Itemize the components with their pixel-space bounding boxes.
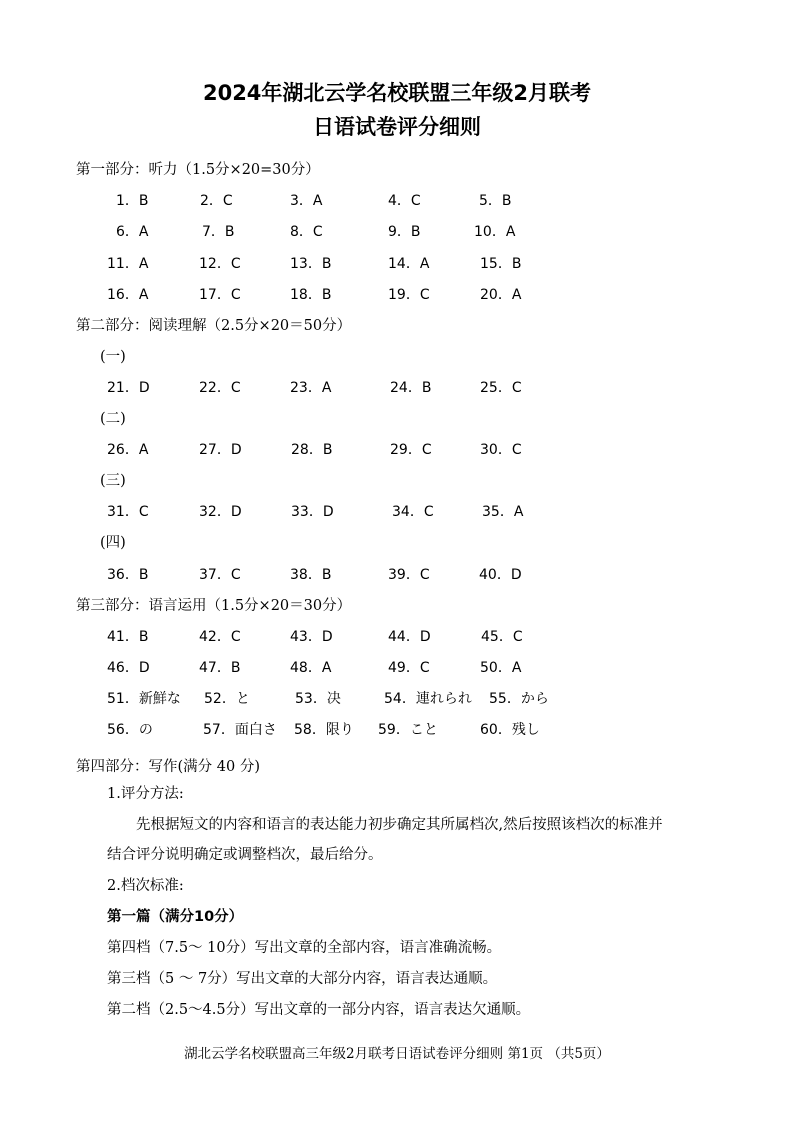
answer-item: 55．から bbox=[489, 691, 549, 707]
answer-item: 28．B bbox=[291, 442, 333, 458]
answer-item: 4．C bbox=[388, 193, 421, 209]
page-footer: 湖北云学名校联盟高三年级2月联考日语试卷评分细则 第1页 （共5页） bbox=[184, 1046, 610, 1062]
answer-item: 53．决 bbox=[295, 691, 341, 707]
part1-row-1 bbox=[0, 191, 794, 211]
answer-item: 3．A bbox=[290, 193, 323, 209]
section-label: (一) bbox=[100, 349, 126, 365]
part3-heading: 第三部分：语言运用（1.5分×20＝30分） bbox=[76, 598, 352, 614]
answer-item: 15．B bbox=[480, 256, 522, 272]
answer-item: 37．C bbox=[199, 567, 241, 583]
part1-row-4 bbox=[0, 285, 794, 305]
answer-item: 41．B bbox=[107, 629, 149, 645]
answer-item: 49．C bbox=[388, 660, 430, 676]
method-text-line1: 先根据短文的内容和语言的表达能力初步确定其所属档次,然后按照该档次的标准并 bbox=[136, 817, 663, 833]
answer-item: 11．A bbox=[107, 256, 149, 272]
answer-item: 5．B bbox=[479, 193, 512, 209]
answer-item: 43．D bbox=[290, 629, 333, 645]
answer-item: 1．B bbox=[116, 193, 149, 209]
answer-item: 18．B bbox=[290, 287, 332, 303]
answer-item: 56．の bbox=[107, 722, 153, 738]
answer-item: 33．D bbox=[291, 504, 334, 520]
answer-item: 10．A bbox=[474, 224, 516, 240]
answer-item: 44．D bbox=[388, 629, 431, 645]
document-subtitle: 日语试卷评分细则 bbox=[313, 115, 481, 139]
answer-item: 26．A bbox=[107, 442, 149, 458]
standard-title: 2.档次标准: bbox=[107, 878, 184, 894]
part1-row-3 bbox=[0, 254, 794, 274]
answer-item: 34．C bbox=[392, 504, 434, 520]
answer-item: 20．A bbox=[480, 287, 522, 303]
answer-item: 7．B bbox=[202, 224, 235, 240]
part2-heading: 第二部分：阅读理解（2.5分×20＝50分） bbox=[76, 318, 352, 334]
answer-item: 38．B bbox=[290, 567, 332, 583]
answer-item: 17．C bbox=[199, 287, 241, 303]
answer-item: 21．D bbox=[107, 380, 150, 396]
answer-item: 51．新鮮な bbox=[107, 691, 181, 707]
answer-item: 58．限り bbox=[294, 722, 354, 738]
answer-item: 29．C bbox=[390, 442, 432, 458]
first-essay-title: 第一篇（满分10分） bbox=[107, 909, 244, 925]
answer-item: 16．A bbox=[107, 287, 149, 303]
answer-item: 30．C bbox=[480, 442, 522, 458]
part2-row-1 bbox=[0, 378, 794, 398]
answer-item: 6．A bbox=[116, 224, 149, 240]
part2-row-3 bbox=[0, 502, 794, 522]
answer-item: 60．残し bbox=[480, 722, 540, 738]
answer-item: 12．C bbox=[199, 256, 241, 272]
answer-item: 45．C bbox=[481, 629, 523, 645]
part1-heading: 第一部分：听力（1.5分×20=30分） bbox=[76, 162, 320, 178]
answer-item: 59．こと bbox=[378, 722, 438, 738]
answer-item: 8．C bbox=[290, 224, 323, 240]
answer-item: 46．D bbox=[107, 660, 150, 676]
part3-row-1 bbox=[0, 627, 794, 647]
answer-item: 25．C bbox=[480, 380, 522, 396]
answer-item: 52．と bbox=[204, 691, 250, 707]
section-label: (三) bbox=[100, 473, 126, 489]
answer-item: 57．面白さ bbox=[203, 722, 277, 738]
document-title: 2024年湖北云学名校联盟三年级2月联考 bbox=[202, 81, 592, 105]
level-4: 第四档（7.5～ 10分）写出文章的全部内容，语言准确流畅。 bbox=[107, 940, 502, 956]
part3-row-4 bbox=[0, 720, 794, 740]
part3-row-3 bbox=[0, 689, 794, 709]
answer-item: 35．A bbox=[482, 504, 524, 520]
level-2: 第二档（2.5～4.5分）写出文章的一部分内容，语言表达欠通顺。 bbox=[107, 1002, 531, 1018]
part2-row-4 bbox=[0, 565, 794, 585]
method-text-line2: 结合评分说明确定或调整档次，最后给分。 bbox=[107, 847, 383, 863]
answer-item: 50．A bbox=[480, 660, 522, 676]
answer-item: 48．A bbox=[290, 660, 332, 676]
section-label: (四) bbox=[100, 535, 126, 551]
answer-item: 39．C bbox=[388, 567, 430, 583]
method-title: 1.评分方法: bbox=[107, 786, 184, 802]
part1-row-2 bbox=[0, 222, 794, 242]
answer-item: 19．C bbox=[388, 287, 430, 303]
part3-row-2 bbox=[0, 658, 794, 678]
answer-item: 47．B bbox=[199, 660, 241, 676]
answer-item: 23．A bbox=[290, 380, 332, 396]
answer-item: 27．D bbox=[199, 442, 242, 458]
answer-item: 9．B bbox=[388, 224, 421, 240]
part4-heading: 第四部分：写作(满分 40 分) bbox=[76, 759, 260, 775]
level-3: 第三档（5 ～ 7分）写出文章的大部分内容，语言表达通顺。 bbox=[107, 971, 498, 987]
answer-item: 24．B bbox=[390, 380, 432, 396]
answer-item: 36．B bbox=[107, 567, 149, 583]
answer-item: 42．C bbox=[199, 629, 241, 645]
answer-item: 54．連れられ bbox=[384, 691, 472, 707]
answer-item: 2．C bbox=[200, 193, 233, 209]
answer-item: 40．D bbox=[479, 567, 522, 583]
answer-item: 31．C bbox=[107, 504, 149, 520]
section-label: (二) bbox=[100, 411, 126, 427]
part2-row-2 bbox=[0, 440, 794, 460]
answer-item: 22．C bbox=[199, 380, 241, 396]
answer-item: 13．B bbox=[290, 256, 332, 272]
answer-item: 14．A bbox=[388, 256, 430, 272]
answer-item: 32．D bbox=[199, 504, 242, 520]
